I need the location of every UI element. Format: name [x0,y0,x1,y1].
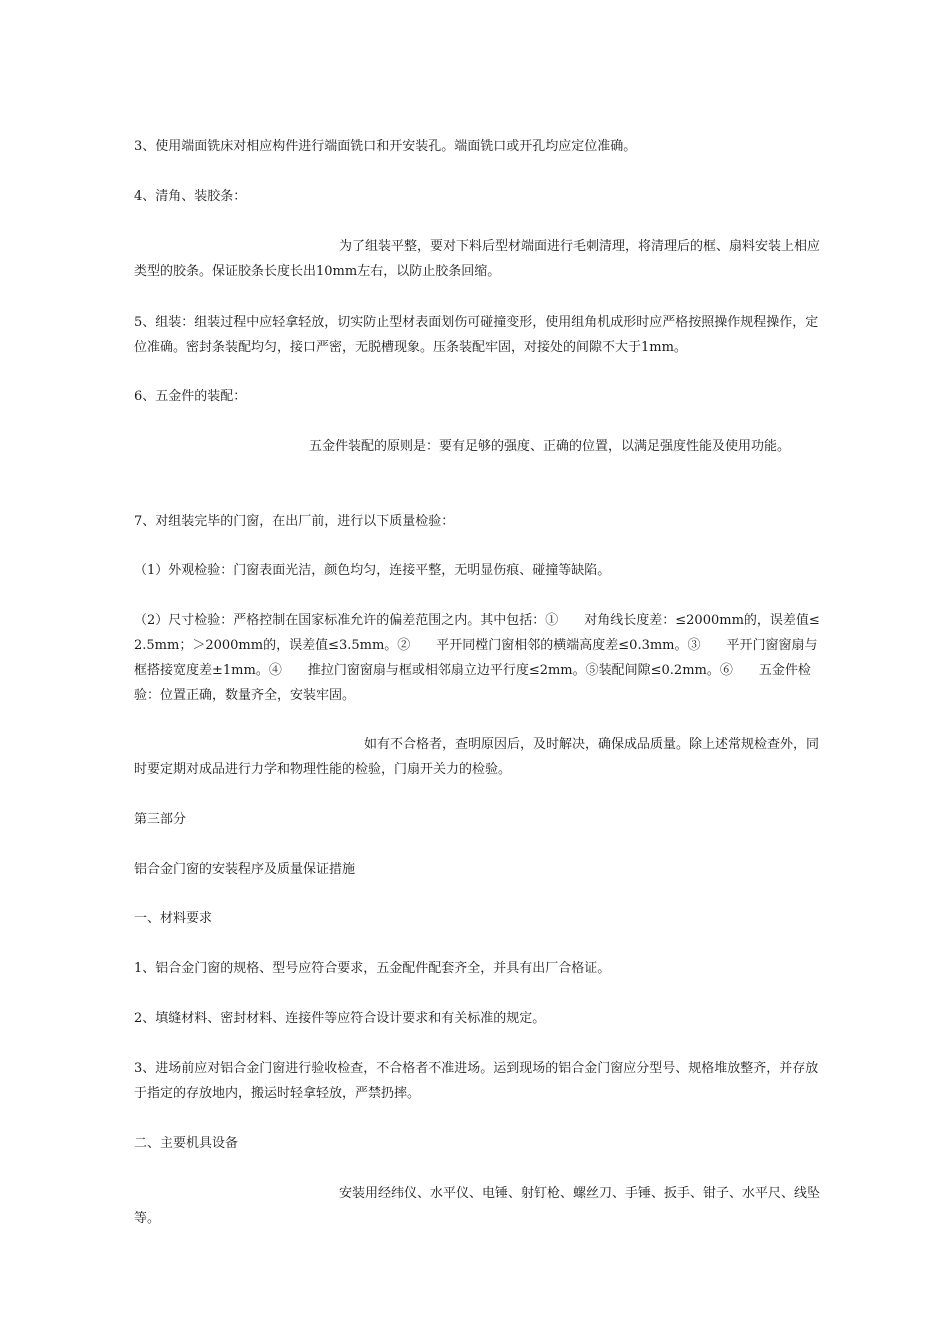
section-subtitle: 铝合金门窗的安装程序及质量保证措施 [134,862,356,877]
section-title-part-three: 第三部分 [134,812,187,827]
paragraph-step-5: 5、组装：组装过程中应轻拿轻放，切实防止型材表面划伤可碰撞变形，使用组角机成形时应严格按照操作规程操作，定位准确。密封条装配均匀，接口严密，无脱槽现象。压条装配牢固，对接处的间隙不大于1mm。 [134,315,819,355]
paragraph-material-3: 3、进场前应对铝合金门窗进行验收检查，不合格者不准进场。运到现场的铝合金门窗应分型号、规格堆放整齐，并存放于指定的存放地内，搬运时轻拿轻放，严禁扔摔。 [134,1061,819,1101]
paragraph-material-1: 1、铝合金门窗的规格、型号应符合要求，五金配件配套齐全，并具有出厂合格证。 [134,961,611,976]
paragraph-step-7-heading: 7、对组装完毕的门窗，在出厂前，进行以下质量检验： [134,514,455,529]
paragraph-appearance-check: （1）外观检验：门窗表面光洁，颜色均匀，连接平整，无明显伤痕、碰撞等缺陷。 [134,563,611,578]
heading-material-requirements: 一、材料要求 [134,911,213,926]
paragraph-step-6-body: 五金件装配的原则是：要有足够的强度、正确的位置，以满足强度性能及使用功能。 [309,439,791,454]
paragraph-dimension-check: （2）尺寸检验：严格控制在国家标准允许的偏差范围之内。其中包括：① 对角线长度差：≤2000mm的，误差值≤2.5mm；＞2000mm的，误差值≤3.5mm。② 平开同樘门窗相邻的横端高度差≤0.3mm。③ 平开门窗窗扇与框搭接宽度差±1mm。④ 推拉门窗窗扇与框或相邻扇立边平行度≤2mm。⑤装配间隙≤0.2mm。⑥ 五金件检验：位置正确，数量齐全，安装牢固。 [134,613,820,703]
paragraph-nonconforming: 如有不合格者，查明原因后，及时解决，确保成品质量。除上述常规检查外，同时要定期对成品进行力学和物理性能的检验，门扇开关力的检验。 [134,737,820,777]
paragraph-step-4-body: 为了组装平整，要对下料后型材端面进行毛刺清理，将清理后的框、扇料安装上相应类型的胶条。保证胶条长度长出10mm左右，以防止胶条回缩。 [134,239,821,279]
heading-main-equipment: 二、主要机具设备 [134,1136,239,1151]
paragraph-material-2: 2、填缝材料、密封材料、连接件等应符合设计要求和有关标准的规定。 [134,1011,546,1026]
paragraph-step-4-heading: 4、清角、装胶条： [134,189,247,204]
paragraph-equipment-list: 安装用经纬仪、水平仪、电锤、射钉枪、螺丝刀、手锤、扳手、钳子、水平尺、线坠等。 [134,1186,821,1226]
paragraph-step-6-heading: 6、五金件的装配： [134,389,247,404]
paragraph-step-3: 3、使用端面铣床对相应构件进行端面铣口和开安装孔。端面铣口或开孔均应定位准确。 [134,139,637,154]
